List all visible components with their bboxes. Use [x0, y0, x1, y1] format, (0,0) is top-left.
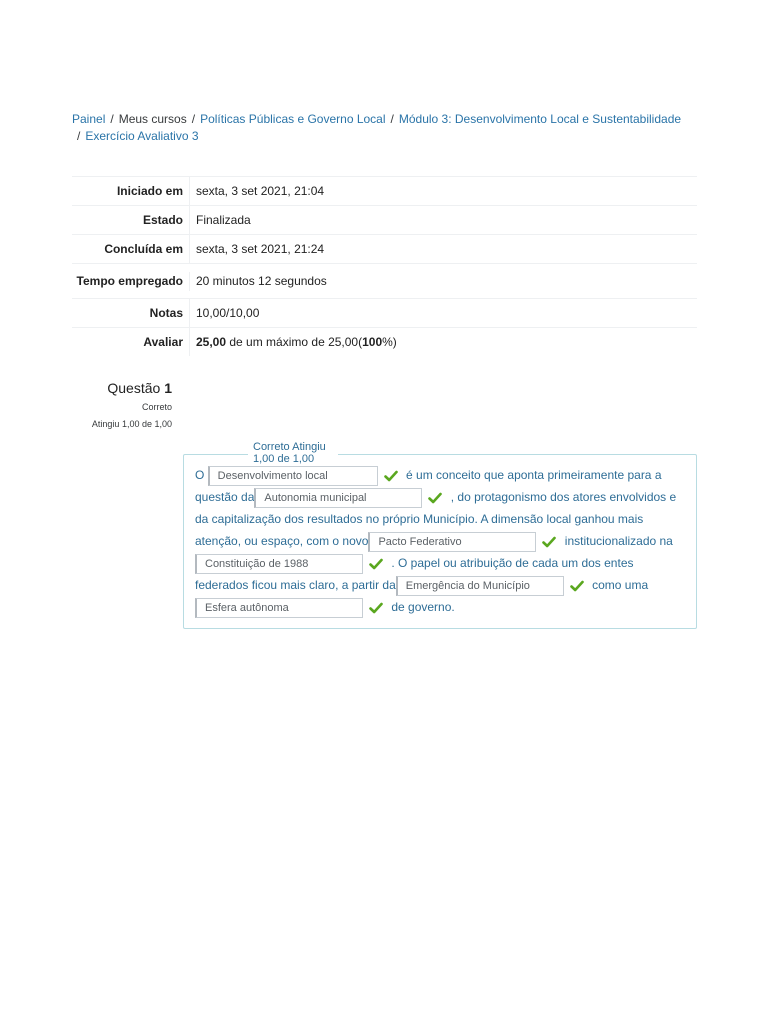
summary-label: Concluída em: [72, 235, 190, 263]
answer-dropdown[interactable]: Pacto Federativo: [368, 532, 536, 552]
check-icon: [369, 557, 383, 571]
summary-label: Iniciado em: [72, 177, 190, 205]
question-text-part: , do protagonismo dos atores envolvidos e da capitalização dos resultados no próprio Município. A dimensão local ganhou mais atenção, ou espaço, com o novo: [195, 490, 677, 548]
feedback-popover: Correto Atingiu 1,00 de 1,00: [248, 440, 338, 466]
avaliar-mid: de um máximo de 25,00(: [226, 335, 363, 349]
breadcrumb-meus-cursos[interactable]: Meus cursos: [118, 112, 187, 126]
question-text-part: . O papel ou atribuição de cada um dos entes federados ficou mais claro, a partir da: [195, 556, 634, 592]
question-state: Correto: [141, 402, 172, 412]
answer-dropdown[interactable]: Autonomia municipal: [254, 488, 422, 508]
avaliar-end: %): [382, 335, 397, 349]
breadcrumb: [72, 111, 712, 145]
question-text-part: de governo.: [388, 600, 455, 614]
quiz-summary-table: [72, 176, 697, 356]
breadcrumb-separator: /: [191, 112, 196, 126]
question-grade: Atingiu 1,00 de 1,00: [91, 419, 172, 429]
question-text-part: como uma: [588, 578, 649, 592]
summary-row-iniciado: [72, 177, 697, 206]
question-text-part: O: [195, 468, 208, 482]
question-text-part: é um conceito que aponta primeiramente para a questão da: [195, 468, 662, 504]
question-number-value: 1: [164, 380, 172, 396]
breadcrumb-painel-link[interactable]: Painel: [72, 112, 106, 126]
question-content-box: [183, 454, 697, 629]
question-label: Questão: [107, 380, 161, 396]
answer-dropdown[interactable]: Desenvolvimento local: [208, 466, 378, 486]
breadcrumb-separator: /: [110, 112, 114, 126]
summary-row-notas: [72, 299, 697, 328]
summary-row-avaliar: [72, 328, 697, 356]
summary-value: 10,00/10,00: [196, 306, 260, 320]
summary-row-estado: [72, 206, 697, 235]
summary-value: sexta, 3 set 2021, 21:04: [196, 184, 325, 198]
summary-value: Finalizada: [196, 213, 251, 227]
summary-label: Tempo empregado: [72, 272, 190, 291]
summary-label: Avaliar: [72, 328, 190, 356]
breadcrumb-modulo-link[interactable]: Módulo 3: Desenvolvimento Local e Sustentabilidade: [398, 112, 682, 126]
summary-label: Notas: [72, 299, 190, 327]
summary-row-tempo: [72, 264, 697, 299]
summary-value: 20 minutos 12 segundos: [196, 274, 327, 288]
question-number: [72, 380, 172, 396]
check-icon: [570, 579, 584, 593]
avaliar-percent: 100: [362, 335, 383, 349]
answer-dropdown[interactable]: Emergência do Município: [396, 576, 564, 596]
avaliar-score: 25,00: [196, 335, 227, 349]
question-text: [195, 464, 689, 618]
answer-dropdown[interactable]: Constituição de 1988: [195, 554, 363, 574]
summary-value: sexta, 3 set 2021, 21:24: [196, 242, 325, 256]
check-icon: [369, 601, 383, 615]
question-text-part: institucionalizado na: [561, 534, 673, 548]
summary-label: Estado: [72, 206, 190, 234]
question-info: [72, 380, 172, 429]
answer-dropdown[interactable]: Esfera autônoma: [195, 598, 363, 618]
breadcrumb-separator: /: [390, 112, 394, 126]
check-icon: [428, 491, 442, 505]
check-icon: [384, 469, 398, 483]
summary-value: [190, 335, 397, 349]
summary-row-concluida: [72, 235, 697, 264]
breadcrumb-separator: /: [77, 129, 81, 143]
check-icon: [542, 535, 556, 549]
breadcrumb-exercicio-link[interactable]: Exercício Avaliativo 3: [85, 129, 199, 143]
breadcrumb-curso-link[interactable]: Políticas Públicas e Governo Local: [200, 112, 386, 126]
